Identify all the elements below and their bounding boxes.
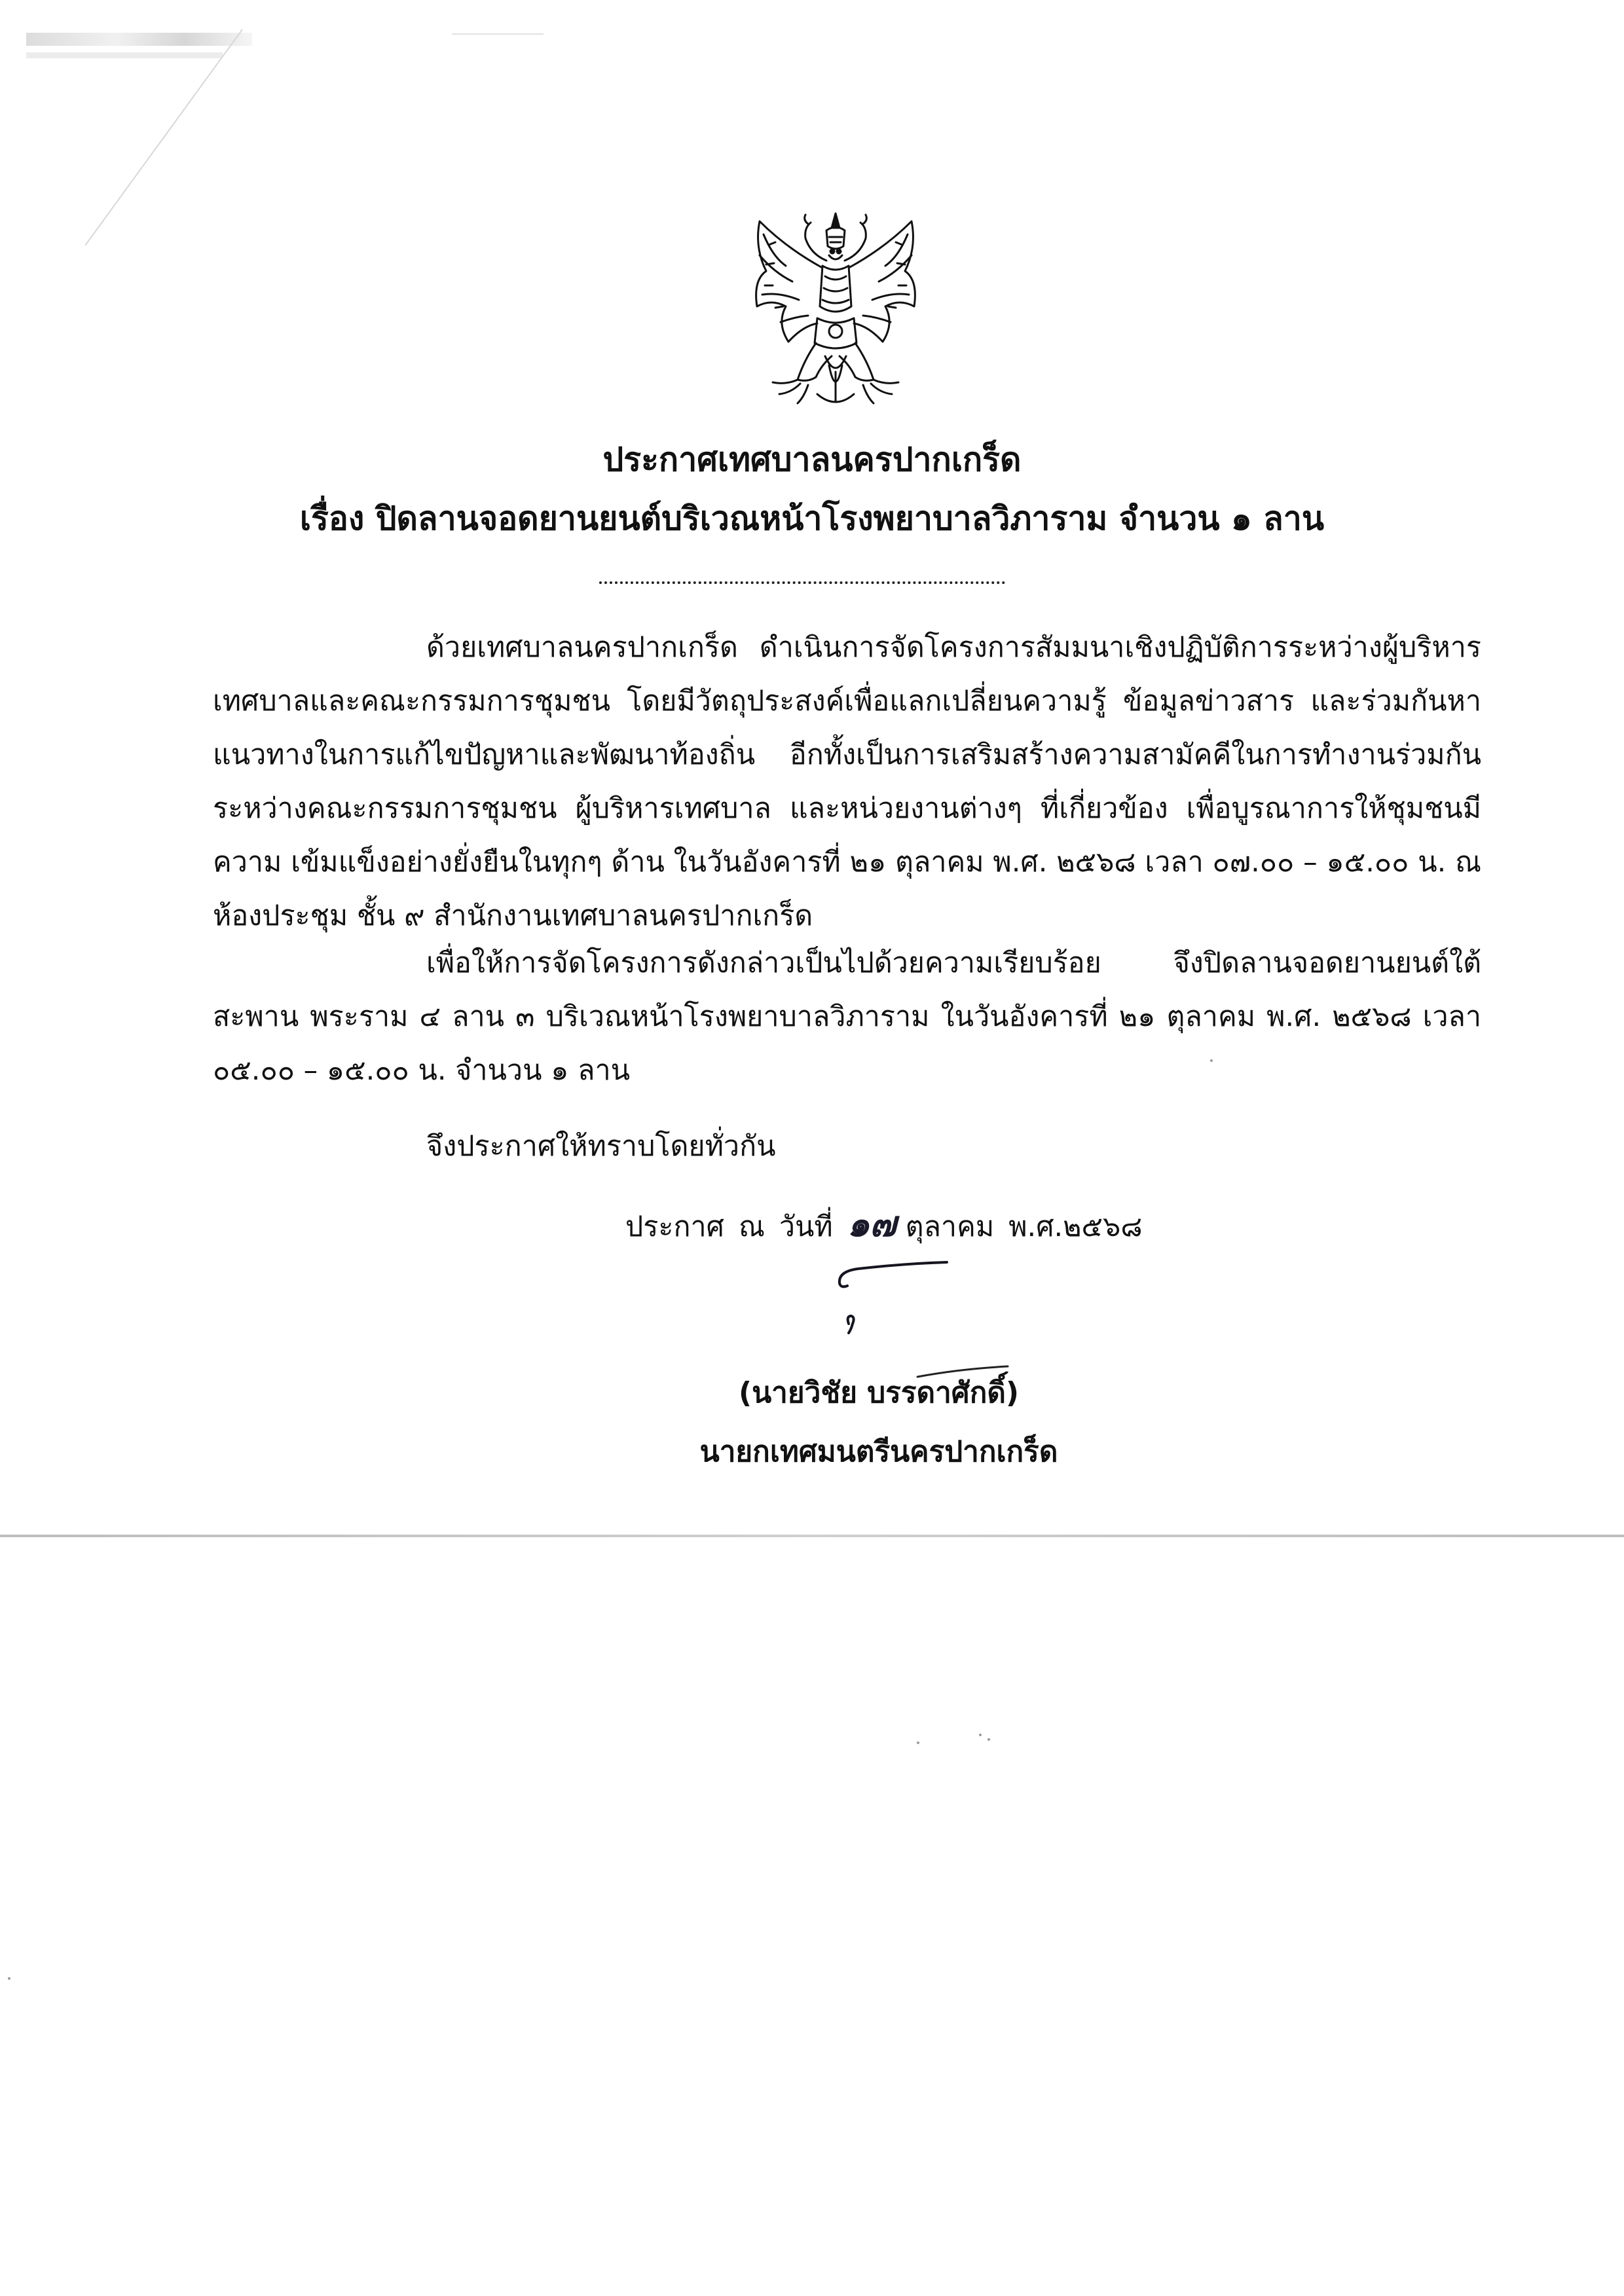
date-day-label: วันที่ xyxy=(779,1211,833,1243)
closing-statement: จึงประกาศให้ทราบโดยทั่วกัน xyxy=(426,1130,776,1163)
scan-speck xyxy=(8,1977,10,1980)
scan-artifact-top-line xyxy=(452,33,544,35)
handwritten-signature xyxy=(832,1256,956,1341)
date-day-handwritten: ๑๗ xyxy=(847,1203,896,1245)
date-prefix: ประกาศ xyxy=(625,1211,724,1243)
signatory-name: (นายวิชัย บรรดาศักดิ์) xyxy=(738,1376,1020,1410)
body-paragraph: เพื่อให้การจัดโครงการดังกล่าวเป็นไปด้วยความเรียบร้อย จึงปิดลานจอดยานยนต์ใต้สะพาน พระราม ๔ ลาน ๓ บริเวณหน้าโรงพยาบาลวิภาราม ในวันอังคารที่ ๒๑ ตุลาคม พ.ศ. ๒๕๖๘ เวลา ๐๕.๐๐ – ๑๕.๐๐ น. จำนวน ๑ ลาน xyxy=(213,947,1481,1087)
body-paragraph: ด้วยเทศบาลนครปากเกร็ด ดำเนินการจัดโครงการสัมมนาเชิงปฏิบัติการระหว่างผู้บริหาร เทศบาลและคณะกรรมการชุมชน โดยมีวัตถุประสงค์เพื่อแลกเปลี่ยนความรู้ ข้อมูลข่าวสาร และร่วมกันหา แนวทางในการแก้ไขปัญหาและพัฒนาท้องถิ่น อีกทั้งเป็นการเสริมสร้างความสามัคคีในการทำงานร่วมกัน ระหว่างคณะกรรมการชุมชน ผู้บริหารเทศบาล และหน่วยงานต่างๆ ที่เกี่ยวข้อง เพื่อบูรณาการให้ชุมชนมีความ เข้มแข็งอย่างยั่งยืนในทุกๆ ด้าน ในวันอังคารที่ ๒๑ ตุลาคม พ.ศ. ๒๕๖๘ เวลา ๐๗.๐๐ – ๑๕.๐๐ น. ณ ห้องประชุม ชั้น ๙ สำนักงานเทศบาลนครปากเกร็ด xyxy=(213,631,1481,932)
date-year: พ.ศ.๒๕๖๘ xyxy=(1008,1211,1143,1243)
scan-artifact-streak xyxy=(79,26,249,249)
date-month: ตุลาคม xyxy=(905,1211,995,1243)
scan-speck xyxy=(917,1741,919,1744)
announcement-subject: เรื่อง ปิดลานจอดยานยนต์บริเวณหน้าโรงพยาบาลวิภาราม จำนวน ๑ ลาน xyxy=(299,500,1325,538)
signatory-title: นายกเทศมนตรีนครปากเกร็ด xyxy=(699,1435,1058,1468)
announcement-title: ประกาศเทศบาลนครปากเกร็ด xyxy=(602,441,1022,479)
scan-speck xyxy=(979,1734,982,1736)
announcement-date xyxy=(625,1197,1157,1254)
date-at: ณ xyxy=(738,1211,765,1243)
scan-speck xyxy=(987,1738,990,1741)
scan-artifact-horizontal-line xyxy=(0,1535,1624,1537)
dotted-divider xyxy=(599,581,1005,584)
garuda-emblem-icon xyxy=(740,208,931,412)
